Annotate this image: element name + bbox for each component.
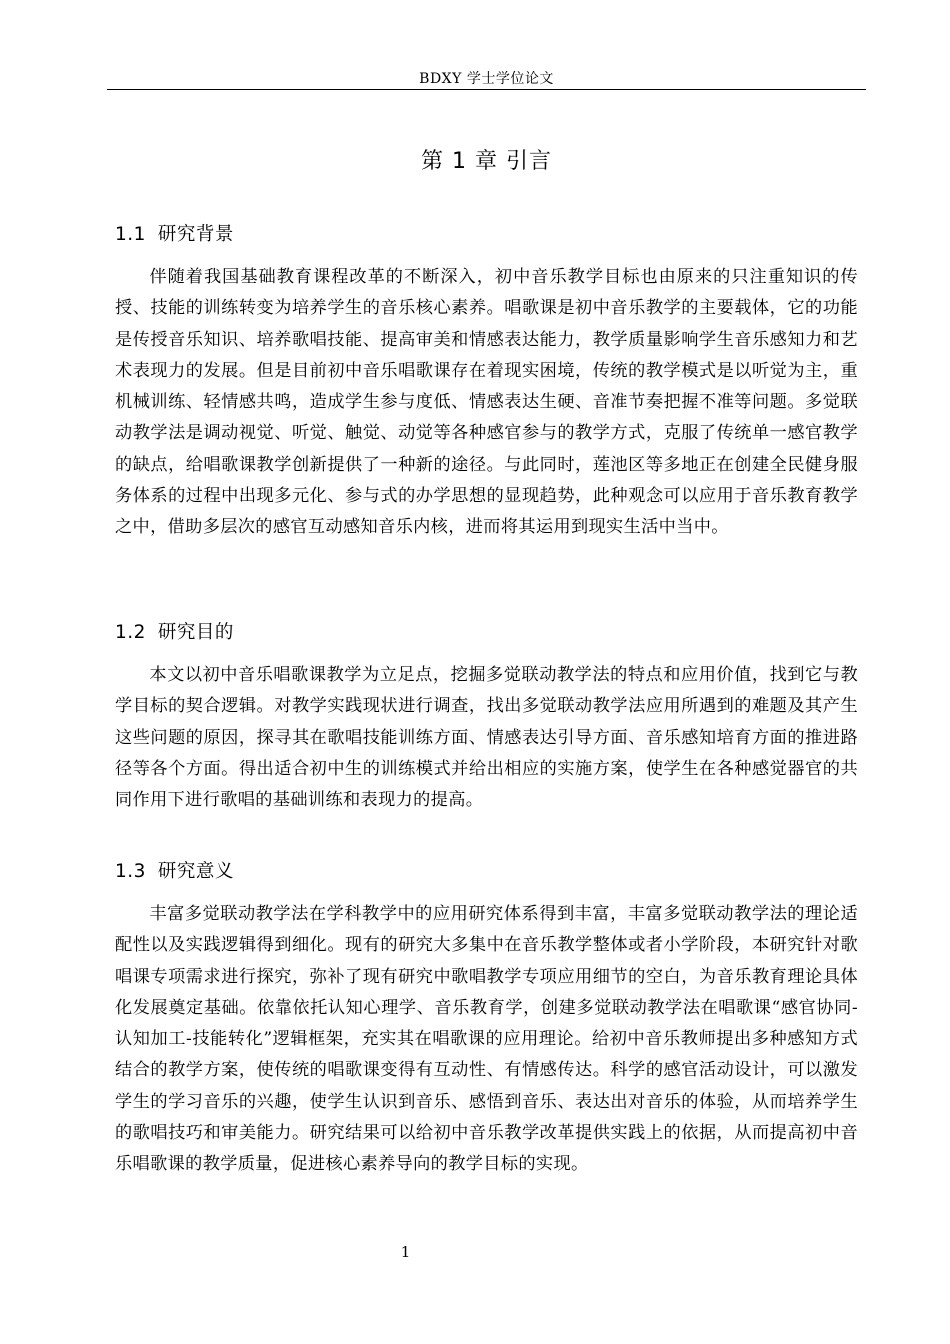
header-rule [107, 89, 866, 90]
section-heading-1-2 [115, 619, 234, 647]
section-heading-1-1 [115, 221, 234, 249]
section-title: 研究目的 [157, 622, 234, 643]
chapter-title: 第 1 章 引言 [421, 149, 552, 174]
section-number: 1.2 [115, 622, 146, 643]
section-title: 研究背景 [157, 224, 234, 245]
page-number: 1 [400, 1243, 411, 1261]
section-number: 1.3 [115, 861, 146, 882]
section-heading-1-3 [115, 858, 234, 886]
section-number: 1.1 [115, 224, 146, 245]
running-header: BDXY 学士学位论文 [419, 71, 554, 87]
section-title: 研究意义 [157, 861, 234, 882]
section-paragraph-1-3: 丰富多觉联动教学法在学科教学中的应用研究体系得到丰富，丰富多觉联动教学法的理论适配性以及实践逻辑得到细化。现有的研究大多集中在音乐教学整体或者小学阶段，本研究针对歌唱课专项需求进行探究，弥补了现有研究中歌唱教学专项应用细节的空白，为音乐教育理论具体化发展奠定基础。依靠依托认知心理学、音乐教育学，创建多觉联动教学法在唱歌课“感官协同-认知加工-技能转化”逻辑框架，充实其在唱歌课的应用理论。给初中音乐教师提出多种感知方式结合的教学方案，使传统的唱歌课变得有互动性、有情感传达。科学的感官活动设计，可以激发学生的学习音乐的兴趣，使学生认识到音乐、感悟到音乐、表达出对音乐的体验，从而培养学生的歌唱技巧和审美能力。研究结果可以给初中音乐教学改革提供实践上的依据，从而提高初中音乐唱歌课的教学质量，促进核心素养导向的教学目标的实现。 [115, 904, 858, 1175]
section-paragraph-1-1: 伴随着我国基础教育课程改革的不断深入，初中音乐教学目标也由原来的只注重知识的传授、技能的训练转变为培养学生的音乐核心素养。唱歌课是初中音乐教学的主要载体，它的功能是传授音乐知识、培养歌唱技能、提高审美和情感表达能力，教学质量影响学生音乐感知力和艺术表现力的发展。但是目前初中音乐唱歌课存在着现实困境，传统的教学模式是以听觉为主，重机械训练、轻情感共鸣，造成学生参与度低、情感表达生硬、音准节奏把握不准等问题。多觉联动教学法是调动视觉、听觉、触觉、动觉等各种感官参与的教学方式，克服了传统单一感官教学的缺点，给唱歌课教学创新提供了一种新的途径。与此同时，莲池区等多地正在创建全民健身服务体系的过程中出现多元化、参与式的办学思想的显现趋势，此种观念可以应用于音乐教育教学之中，借助多层次的感官互动感知音乐内核，进而将其运用到现实生活中当中。 [115, 267, 858, 538]
section-paragraph-1-2: 本文以初中音乐唱歌课教学为立足点，挖掘多觉联动教学法的特点和应用价值，找到它与教学目标的契合逻辑。对教学实践现状进行调查，找出多觉联动教学法应用所遇到的难题及其产生这些问题的原因，探寻其在歌唱技能训练方面、情感表达引导方面、音乐感知培育方面的推进路径等各个方面。得出适合初中生的训练模式并给出相应的实施方案，使学生在各种感觉器官的共同作用下进行歌唱的基础训练和表现力的提高。 [115, 665, 858, 811]
